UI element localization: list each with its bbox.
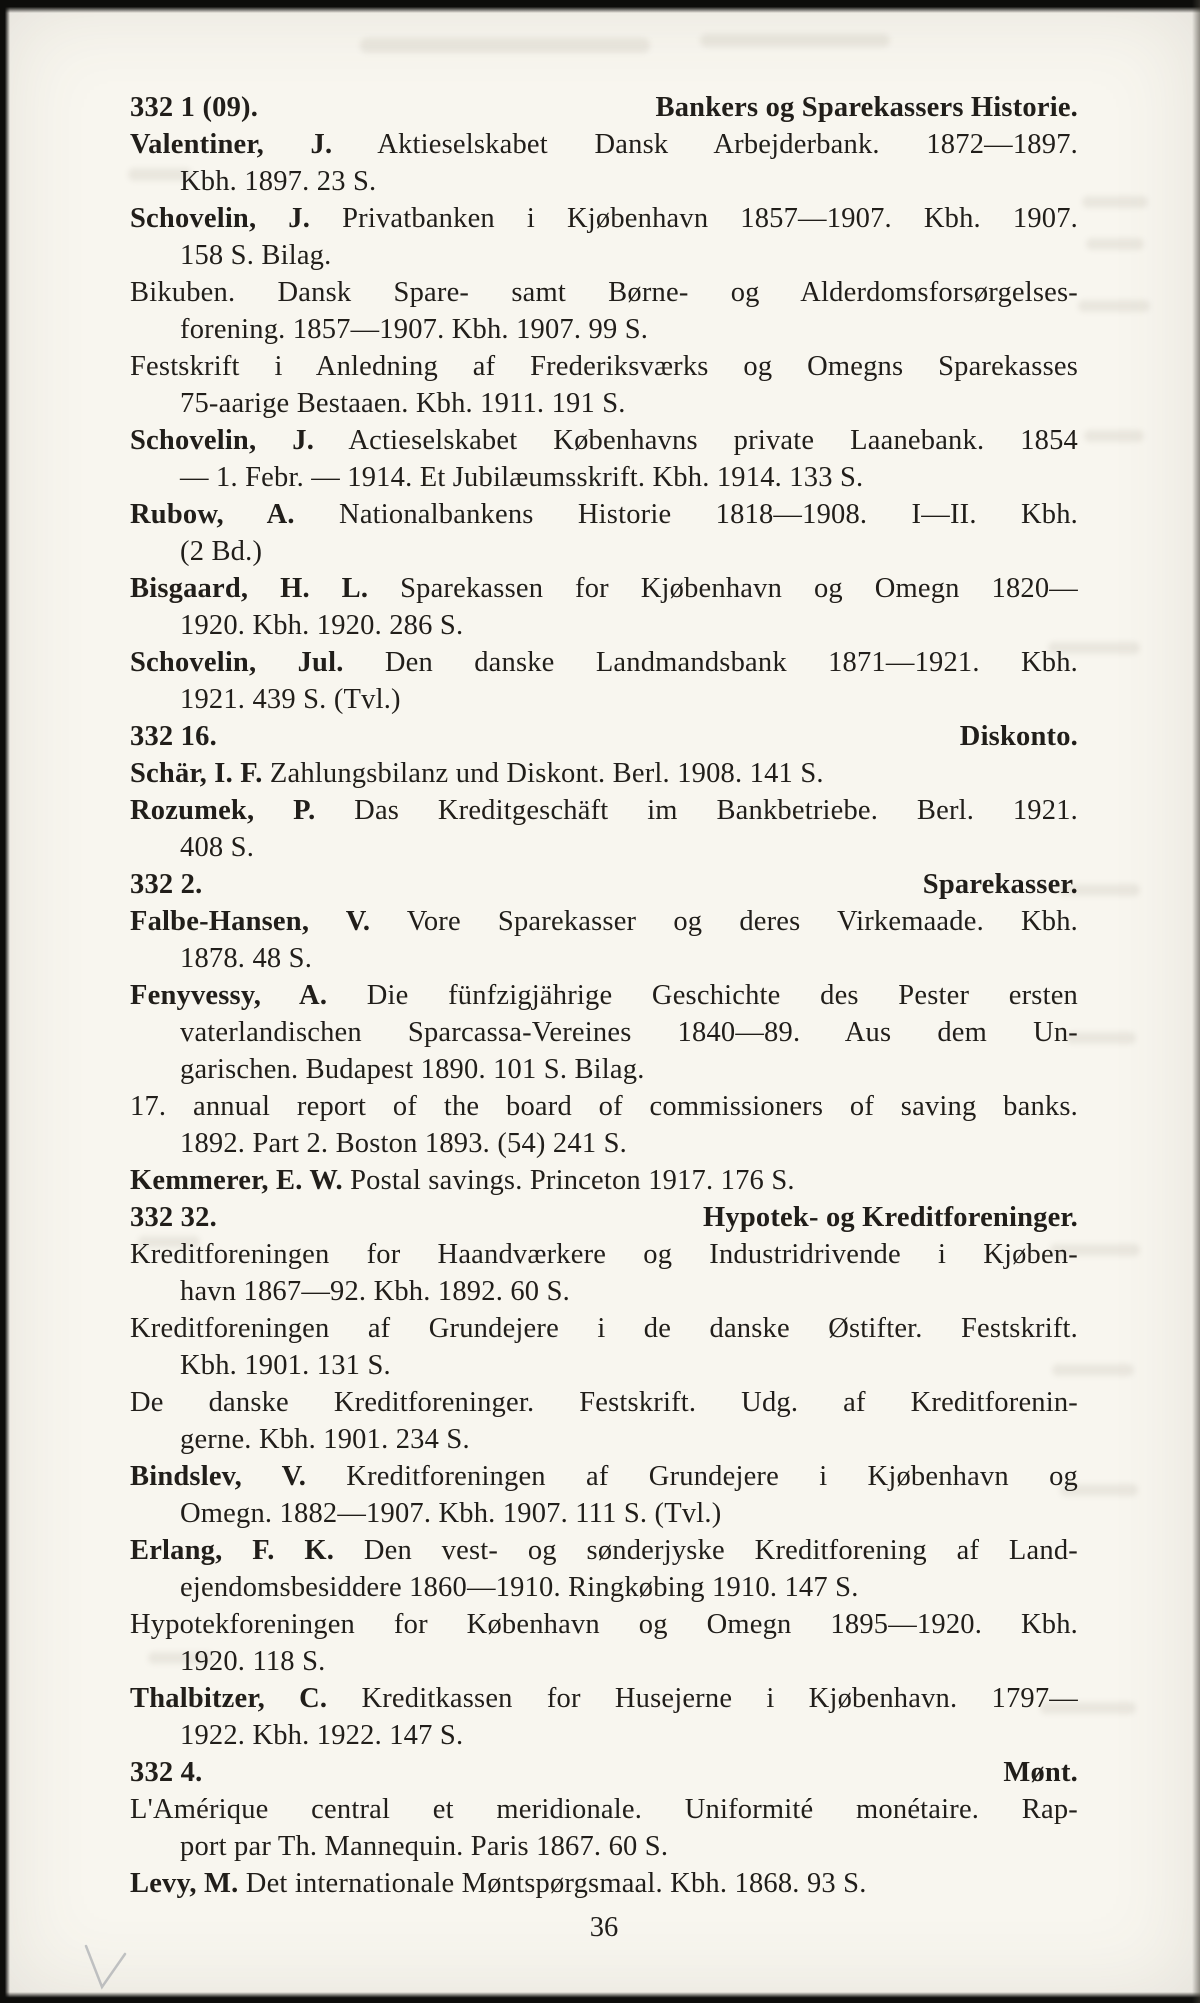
bibliography-entry — [130, 570, 1078, 644]
section-title: Mønt. — [1003, 1757, 1078, 1788]
entry-line: gerne. Kbh. 1901. 234 S. — [180, 1424, 470, 1455]
section-header — [130, 89, 1078, 126]
entry-line: Bindslev, V. Kreditforeningen af Grundejere i Kjøbenhavn og — [130, 1461, 1078, 1492]
entry-line: Fenyvessy, A. Die fünfzigjährige Geschichte des Pester ersten — [130, 980, 1078, 1011]
section-header — [130, 1199, 1078, 1236]
section-code: 332 1 (09). — [130, 92, 259, 123]
entry-author: Schovelin, J. — [130, 425, 315, 456]
bleedthrough-smudge — [700, 34, 890, 47]
entry-line: Rozumek, P. Das Kreditgeschäft im Bankbetriebe. Berl. 1921. — [130, 795, 1078, 826]
entry-author: Schovelin, Jul. — [130, 647, 344, 678]
entry-line: Bikuben. Dansk Spare- samt Børne- og Alderdomsforsørgelses- — [130, 277, 1078, 308]
entry-line: Festskrift i Anledning af Frederiksværks og Omegns Sparekasses — [130, 351, 1078, 382]
entry-line: havn 1867—92. Kbh. 1892. 60 S. — [180, 1276, 570, 1307]
bibliography-entry — [130, 1384, 1078, 1458]
entry-line: garischen. Budapest 1890. 101 S. Bilag. — [180, 1054, 645, 1085]
entry-author: Levy, M. — [130, 1868, 239, 1899]
section-title: Diskonto. — [959, 721, 1078, 752]
entry-author: Fenyvessy, A. — [130, 980, 328, 1011]
entry-line: vaterlandischen Sparcassa-Vereines 1840—89. Aus dem Un- — [180, 1017, 1078, 1048]
entry-line: Schovelin, J. Privatbanken i Kjøbenhavn 1857—1907. Kbh. 1907. — [130, 203, 1078, 234]
entry-line: Bisgaard, H. L. Sparekassen for Kjøbenhavn og Omegn 1820— — [130, 573, 1079, 604]
entry-author: Bindslev, V. — [130, 1461, 307, 1492]
entry-line: 1922. Kbh. 1922. 147 S. — [180, 1720, 464, 1751]
bibliography-entry — [130, 977, 1078, 1088]
pencil-mark — [80, 1942, 132, 1992]
bibliography-entry — [130, 1680, 1078, 1754]
bibliography-entry — [130, 1606, 1078, 1680]
entry-author: Kemmerer, E. W. — [130, 1165, 343, 1196]
scan-edge-left — [0, 0, 10, 2003]
entry-line: 75-aarige Bestaaen. Kbh. 1911. 191 S. — [180, 388, 626, 419]
entry-line: 1920. Kbh. 1920. 286 S. — [180, 610, 464, 641]
section-title: Hypotek- og Kreditforeninger. — [703, 1202, 1078, 1233]
bibliography-entry — [130, 903, 1078, 977]
section-title: Sparekasser. — [922, 869, 1078, 900]
bibliography-entry — [130, 1088, 1078, 1162]
entry-author: Bisgaard, H. L. — [130, 573, 369, 604]
section-header — [130, 718, 1078, 755]
entry-line: Schovelin, Jul. Den danske Landmandsbank 1871—1921. Kbh. — [130, 647, 1078, 678]
section-code: 332 32. — [130, 1202, 217, 1233]
bibliography-entry — [130, 1310, 1078, 1384]
entry-line: Falbe-Hansen, V. Vore Sparekasser og deres Virkemaade. Kbh. — [130, 906, 1078, 937]
section-code: 332 2. — [130, 869, 203, 900]
bibliography-entry — [130, 792, 1078, 866]
section-header — [130, 866, 1078, 903]
entry-line: L'Amérique central et meridionale. Uniformité monétaire. Rap- — [130, 1794, 1078, 1825]
bibliography-entry — [130, 200, 1078, 274]
bibliography-entry — [130, 1791, 1078, 1865]
entry-line: De danske Kreditforeninger. Festskrift. Udg. af Kreditforenin- — [130, 1387, 1078, 1418]
entry-line: Kemmerer, E. W. Postal savings. Princeton 1917. 176 S. — [130, 1165, 795, 1196]
bibliography-entry — [130, 496, 1078, 570]
bibliography-entry — [130, 1236, 1078, 1310]
bibliography-entry — [130, 1458, 1078, 1532]
bleedthrough-smudge — [1078, 300, 1150, 312]
entry-line: Erlang, F. K. Den vest- og sønderjyske Kreditforening af Land- — [130, 1535, 1078, 1566]
bleedthrough-smudge — [360, 38, 650, 53]
scan-edge-right — [1192, 0, 1200, 2003]
scan-edge-bottom — [0, 1992, 1200, 2003]
entry-line: port par Th. Mannequin. Paris 1867. 60 S. — [180, 1831, 669, 1862]
entry-line: Kreditforeningen af Grundejere i de danske Østifter. Festskrift. — [130, 1313, 1078, 1344]
entry-line: 1878. 48 S. — [180, 943, 313, 974]
entry-author: Schovelin, J. — [130, 203, 311, 234]
entry-line: Levy, M. Det internationale Møntspørgsmaal. Kbh. 1868. 93 S. — [130, 1868, 867, 1899]
entry-line: 158 S. Bilag. — [180, 240, 332, 271]
entry-line: Kbh. 1901. 131 S. — [180, 1350, 391, 1381]
entry-line: ejendomsbesiddere 1860—1910. Ringkøbing 1910. 147 S. — [180, 1572, 859, 1603]
entry-line: 408 S. — [180, 832, 255, 863]
entry-line: 1920. 118 S. — [180, 1646, 326, 1677]
entry-line: Rubow, A. Nationalbankens Historie 1818—1908. I—II. Kbh. — [130, 499, 1078, 530]
section-code: 332 16. — [130, 721, 217, 752]
entry-author: Erlang, F. K. — [130, 1535, 335, 1566]
entry-author: Falbe-Hansen, V. — [130, 906, 371, 937]
bibliography-entry — [130, 644, 1078, 718]
entry-author: Schär, I. F. — [130, 758, 263, 789]
entry-line: — 1. Febr. — 1914. Et Jubilæumsskrift. Kbh. 1914. 133 S. — [180, 462, 864, 493]
entry-line: Hypotekforeningen for København og Omegn 1895—1920. Kbh. — [130, 1609, 1078, 1640]
bleedthrough-smudge — [1084, 430, 1144, 442]
entry-line: 17. annual report of the board of commissioners of saving banks. — [130, 1091, 1078, 1122]
entry-line: Valentiner, J. Aktieselskabet Dansk Arbejderbank. 1872—1897. — [130, 129, 1078, 160]
entry-line: (2 Bd.) — [180, 536, 263, 567]
bleedthrough-smudge — [1086, 238, 1144, 250]
section-code: 332 4. — [130, 1757, 203, 1788]
bibliography-entry — [130, 274, 1078, 348]
entry-line: 1892. Part 2. Boston 1893. (54) 241 S. — [180, 1128, 627, 1159]
entry-author: Rozumek, P. — [130, 795, 316, 826]
bibliography-entry — [130, 348, 1078, 422]
entry-line: Thalbitzer, C. Kreditkassen for Husejerne i Kjøbenhavn. 1797— — [130, 1683, 1078, 1714]
entry-line: Omegn. 1882—1907. Kbh. 1907. 111 S. (Tvl.) — [180, 1498, 722, 1529]
bibliography-entry — [130, 755, 1078, 792]
entry-line: Kreditforeningen for Haandværkere og Industridrivende i Kjøben- — [130, 1239, 1078, 1270]
bibliography-entry — [130, 1162, 1078, 1199]
scan-edge-top — [0, 0, 1200, 13]
entry-author: Valentiner, J. — [130, 129, 333, 160]
bibliography-list — [130, 89, 1078, 1902]
section-title: Bankers og Sparekassers Historie. — [655, 92, 1078, 123]
page-number: 36 — [589, 1912, 619, 1943]
bleedthrough-smudge — [1082, 196, 1148, 208]
entry-line: Kbh. 1897. 23 S. — [180, 166, 377, 197]
entry-line: Schär, I. F. Zahlungsbilanz und Diskont. Berl. 1908. 141 S. — [130, 758, 824, 789]
bibliography-entry — [130, 1532, 1078, 1606]
entry-line: 1921. 439 S. (Tvl.) — [180, 684, 401, 715]
bibliography-entry — [130, 126, 1078, 200]
entry-line: Schovelin, J. Actieselskabet Københavns private Laanebank. 1854 — [130, 425, 1078, 456]
entry-author: Thalbitzer, C. — [130, 1683, 328, 1714]
entry-line: forening. 1857—1907. Kbh. 1907. 99 S. — [180, 314, 649, 345]
bibliography-entry — [130, 422, 1078, 496]
section-header — [130, 1754, 1078, 1791]
bibliography-entry — [130, 1865, 1078, 1902]
entry-author: Rubow, A. — [130, 499, 295, 530]
